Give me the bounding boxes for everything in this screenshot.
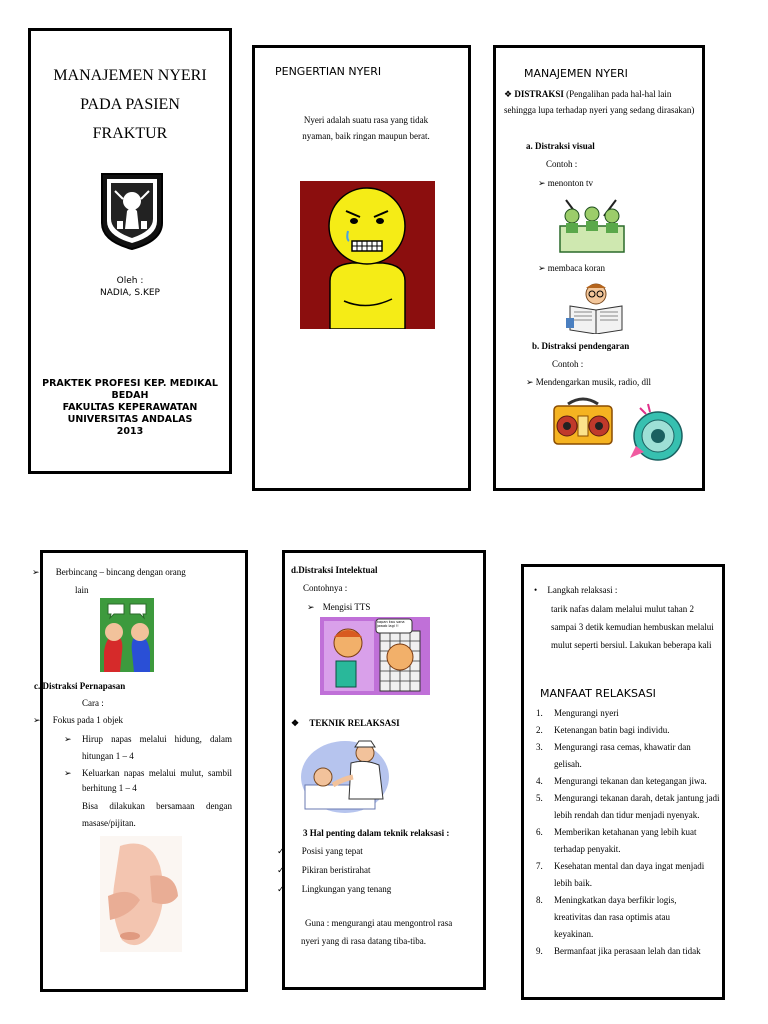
- distraksi-title: DISTRAKSI: [514, 89, 564, 99]
- nurse-patient-clipart: [299, 733, 391, 815]
- foot-massage-photo: [100, 836, 182, 952]
- berbincang-label: Berbincang – bincang dengan orang: [55, 567, 186, 577]
- check-icon: ✓: [277, 884, 285, 894]
- benefit-text: Mengurangi tekanan dan ketegangan jiwa.: [554, 776, 707, 786]
- cover-panel: [28, 28, 232, 474]
- cover-title-line-2: PADA PASIEN: [80, 96, 180, 113]
- benefit-text: Kesehatan mental dan daya ingat menjadi lebih baik.: [554, 861, 705, 888]
- intelektual-title: d.Distraksi Intelektual: [291, 565, 378, 575]
- visual-item-koran-label: membaca koran: [547, 263, 606, 273]
- tts-item: [307, 601, 370, 614]
- tts-label: Mengisi TTS: [322, 602, 371, 612]
- manajemen-heading: MANAJEMEN NYERI: [524, 67, 628, 80]
- hal-item-2: [277, 864, 371, 877]
- author-label: Oleh :: [116, 276, 144, 286]
- fokus-item: [33, 714, 123, 727]
- hal-item-3-label: Lingkungan yang tenang: [301, 884, 392, 894]
- langkah-title: Langkah relaksasi :: [547, 585, 618, 595]
- benefit-item: 7. Kesehatan mental dan daya ingat menjadi lebih baik.: [536, 858, 722, 892]
- arrow-bullet-icon: ➢: [64, 734, 72, 744]
- hal-item-2-label: Pikiran beristirahat: [301, 865, 371, 875]
- visual-item-tv: [538, 177, 593, 190]
- benefit-item: 9. Bermanfaat jika perasaan lelah dan tidak: [536, 943, 722, 960]
- benefit-item: 5. Mengurangi tekanan darah, detak jantung jadi lebih rendah dan tidur menjadi nyenyak.: [536, 790, 722, 824]
- hal-item-1-label: Posisi yang tepat: [301, 846, 363, 856]
- pendengaran-contoh: Contoh :: [552, 359, 584, 369]
- institution-line-1: PRAKTEK PROFESI KEP. MEDIKAL BEDAH: [42, 378, 218, 401]
- pernapasan-title: c. Distraksi Pernapasan: [34, 681, 126, 691]
- author-name: NADIA, S.KEP: [100, 288, 160, 298]
- benefit-item: 6. Memberikan ketahanan yang lebih kuat terhadap penyakit.: [536, 824, 722, 858]
- arrow-bullet-icon: ➢: [33, 715, 41, 725]
- pengertian-body: Nyeri adalah suatu rasa yang tidak nyaman, baik ringan maupun berat.: [302, 115, 430, 141]
- hirup-item: [64, 731, 232, 765]
- langkah-item: [534, 584, 617, 597]
- visual-contoh: Contoh :: [546, 159, 578, 169]
- cover-title: [31, 61, 229, 148]
- hal-item-3: [277, 883, 391, 896]
- pendengaran-item: [526, 376, 651, 389]
- visual-item-koran: [538, 262, 605, 275]
- arrow-bullet-icon: ➢: [32, 567, 40, 577]
- pengertian-panel: [252, 45, 471, 491]
- keluarkan-item: [64, 766, 232, 796]
- pendengaran-title: b. Distraksi pendengaran: [532, 341, 630, 351]
- diamond-bullet-icon: ❖: [504, 89, 513, 99]
- pain-illustration: [300, 181, 435, 329]
- teknik-title-label: TEKNIK RELAKSASI: [309, 718, 400, 728]
- benefits-list: [536, 705, 722, 960]
- visual-title: a. Distraksi visual: [526, 141, 595, 151]
- author-block: [31, 275, 229, 299]
- manajemen-panel: [493, 45, 705, 491]
- institution-block: [35, 378, 225, 438]
- tts-speech-bubble: kapan kau sana jawab lagi !!: [377, 620, 405, 628]
- benefit-text: Meningkatkan daya berfikir logis, kreativitas dan rasa optimis atau keyakinan.: [554, 895, 677, 939]
- check-icon: ✓: [277, 865, 285, 875]
- hal-item-1: [277, 845, 363, 858]
- fokus-label: Fokus pada 1 objek: [52, 715, 124, 725]
- arrow-bullet-icon: ➢: [526, 377, 534, 387]
- benefit-text: Mengurangi tekanan darah, detak jantung jadi lebih rendah dan tidur menjadi nyenyak.: [554, 793, 720, 820]
- keluarkan-label: Keluarkan napas melalui mulut, sambil berhitung 1 – 4: [82, 768, 232, 793]
- hirup-label: Hirup napas melalui hidung, dalam hitungan 1 – 4: [82, 734, 232, 761]
- benefit-text: Ketenangan batin bagi individu.: [554, 725, 670, 735]
- hal-penting-title: 3 Hal penting dalam teknik relaksasi :: [303, 828, 450, 838]
- contohnya-label: Contohnya :: [303, 583, 348, 593]
- newspaper-clipart: [566, 280, 626, 334]
- arrow-bullet-icon: ➢: [538, 178, 546, 188]
- intelektual-relaksasi-panel: [277, 550, 486, 990]
- speaker-clipart: [626, 402, 686, 462]
- bisa-text: Bisa dilakukan bersamaan dengan masase/pijitan.: [82, 801, 232, 828]
- manfaat-relaksasi-panel: [521, 564, 725, 1000]
- benefit-item: 1. Mengurangi nyeri: [536, 705, 722, 722]
- teknik-title: [291, 717, 400, 730]
- cover-title-line-3: FRAKTUR: [92, 125, 168, 142]
- manfaat-heading: MANFAAT RELAKSASI: [540, 687, 656, 700]
- berbincang-cont: lain: [75, 585, 89, 595]
- crossword-clipart: [320, 617, 430, 695]
- cara-label: Cara :: [82, 698, 104, 708]
- institution-year: 2013: [116, 426, 144, 437]
- berbincang-item: [32, 566, 186, 579]
- visual-item-tv-label: menonton tv: [547, 178, 594, 188]
- pengertian-heading: PENGERTIAN NYERI: [275, 65, 382, 78]
- institution-line-2: FAKULTAS KEPERAWATAN: [62, 402, 198, 413]
- university-logo: [99, 171, 165, 251]
- arrow-bullet-icon: ➢: [307, 602, 315, 612]
- arrow-bullet-icon: ➢: [538, 263, 546, 273]
- conversation-clipart: [100, 598, 154, 672]
- institution-line-3: UNIVERSITAS ANDALAS: [67, 414, 193, 425]
- guna-text: Guna : mengurangi atau mengontrol rasa nyeri yang di rasa datang tiba-tiba.: [301, 918, 453, 946]
- benefit-item: 2. Ketenangan batin bagi individu.: [536, 722, 722, 739]
- tv-clipart: [556, 196, 628, 254]
- benefit-text: Bermanfaat jika perasaan lelah dan tidak: [554, 946, 701, 956]
- benefit-item: 3. Mengurangi rasa cemas, khawatir dan gelisah.: [536, 739, 722, 773]
- benefit-text: Memberikan ketahanan yang lebih kuat terhadap penyakit.: [554, 827, 697, 854]
- benefit-text: Mengurangi nyeri: [554, 708, 619, 718]
- radio-clipart: [552, 396, 614, 446]
- check-icon: ✓: [277, 846, 285, 856]
- bullet-dot-icon: •: [534, 585, 538, 595]
- arrow-bullet-icon: ➢: [64, 768, 72, 778]
- benefit-item: 4. Mengurangi tekanan dan ketegangan jiwa.: [536, 773, 722, 790]
- cover-title-line-1: MANAJEMEN NYERI: [53, 67, 207, 84]
- diamond-bullet-icon: ❖: [291, 718, 300, 728]
- distraksi-intro: [504, 86, 700, 118]
- pendengaran-item-label: Mendengarkan musik, radio, dll: [535, 377, 652, 387]
- distraksi-desc: (Pengalihan pada hal-hal lain sehingga lupa terhadap nyeri yang sedang dirasakan): [504, 89, 695, 115]
- benefit-text: Mengurangi rasa cemas, khawatir dan gelisah.: [554, 742, 691, 769]
- benefit-item: 8. Meningkatkan daya berfikir logis, kreativitas dan rasa optimis atau keyakinan.: [536, 892, 722, 943]
- langkah-body: tarik nafas dalam melalui mulut tahan 2 sampai 3 detik kemudian hembuskan melalui mulut seperti bersiul. Lakukan beberapa kali: [551, 604, 714, 650]
